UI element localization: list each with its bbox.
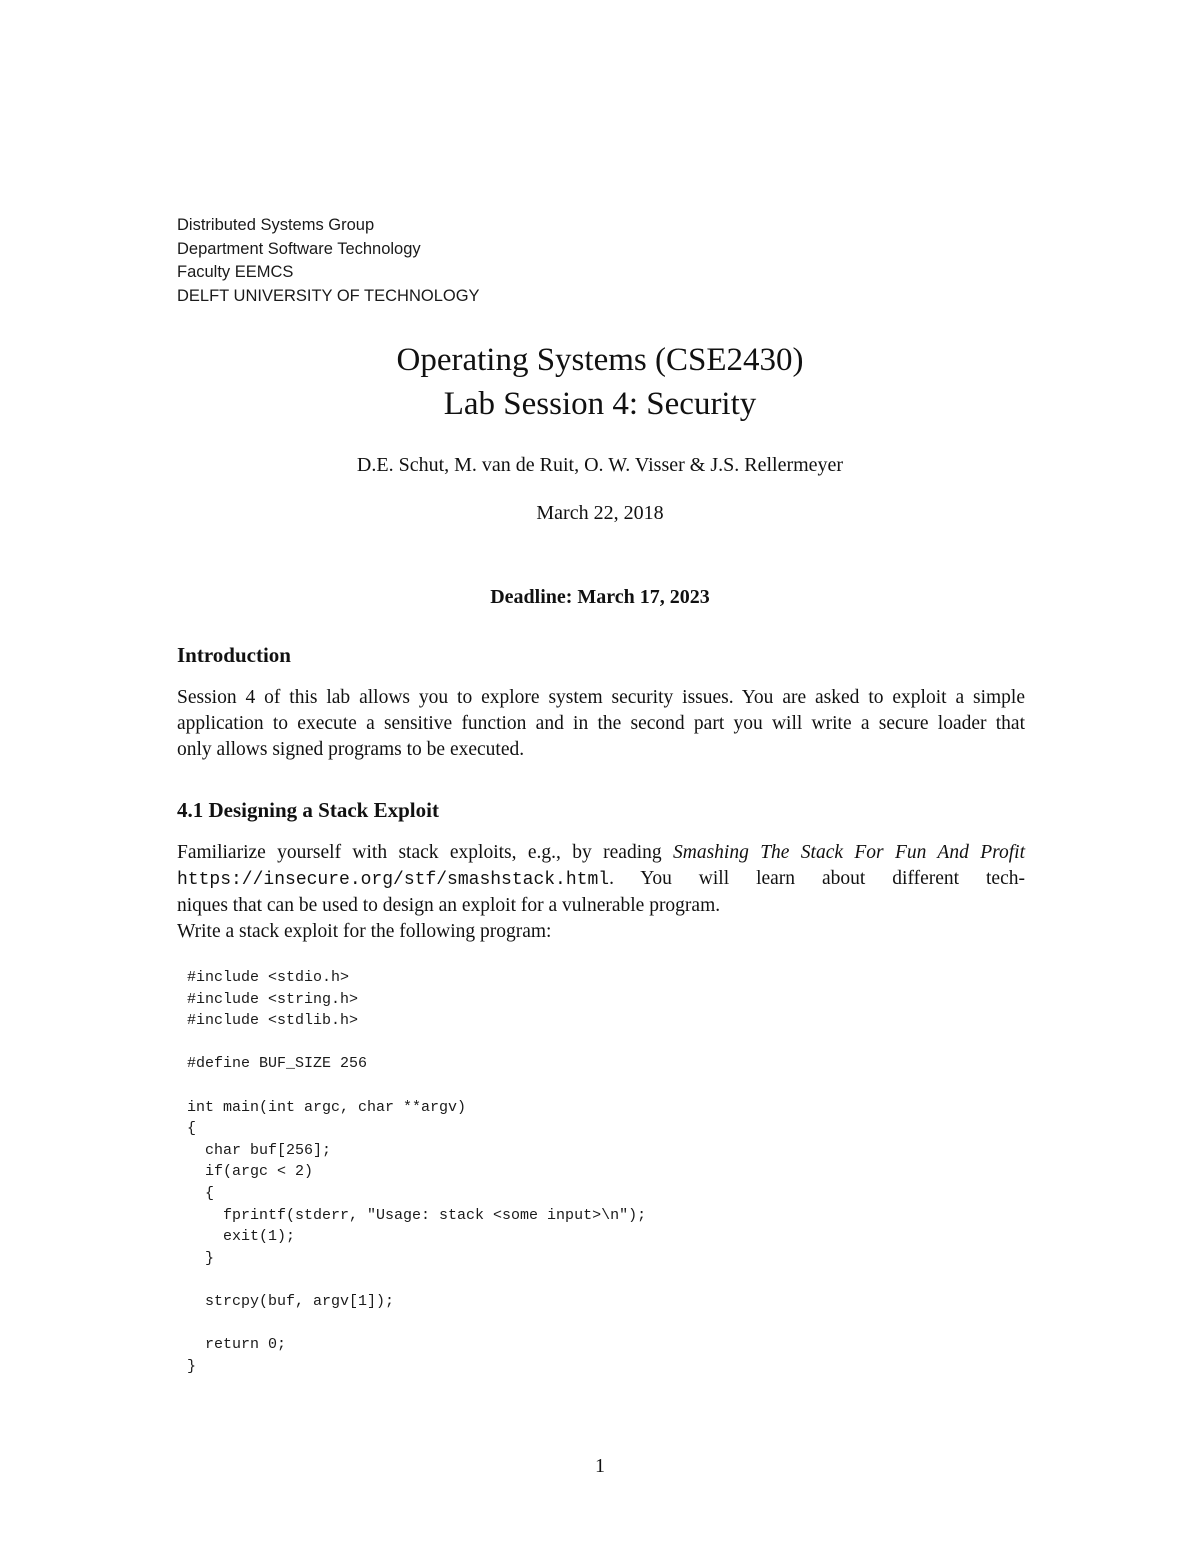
code-line: { xyxy=(187,1184,215,1202)
code-listing xyxy=(187,967,646,1377)
code-line: exit(1); xyxy=(187,1228,296,1246)
affiliation-faculty: Faculty EEMCS xyxy=(177,263,294,281)
code-line xyxy=(187,1313,646,1335)
introduction-heading: Introduction xyxy=(177,643,291,667)
code-line: } xyxy=(187,1357,197,1375)
section-4-1-line-3: niques that can be used to design an exploit for a vulnerable program. xyxy=(177,895,721,916)
line1-prefix: Familiarize yourself with stack exploits, e.g., by reading xyxy=(177,842,673,863)
code-line: { xyxy=(187,1120,197,1138)
deadline: Deadline: March 17, 2023 xyxy=(490,586,710,608)
page-number: 1 xyxy=(595,1455,605,1477)
code-line: fprintf(stderr, "Usage: stack <some input>\n"); xyxy=(187,1206,647,1224)
introduction-line: Session 4 of this lab allows you to explore system security issues. You are asked to exploit a simple xyxy=(177,687,1025,708)
introduction-line: only allows signed programs to be executed. xyxy=(177,739,525,760)
reference-title: Smashing The Stack For Fun And Profit xyxy=(672,842,1025,863)
section-4-1-line-2 xyxy=(177,866,1025,893)
lab-title: Lab Session 4: Security xyxy=(443,386,757,422)
code-line: #include <stdlib.h> xyxy=(187,1012,359,1030)
code-line: #include <stdio.h> xyxy=(187,969,350,986)
section-4-1-heading: 4.1 Designing a Stack Exploit xyxy=(177,798,439,822)
introduction-line: application to execute a sensitive function and in the second part you will write a secure loader that xyxy=(177,713,1025,734)
course-title: Operating Systems (CSE2430) xyxy=(396,342,804,378)
affiliation-group: Distributed Systems Group xyxy=(177,216,375,234)
reference-url: https://insecure.org/stf/smashstack.html xyxy=(177,870,610,890)
line2-suffix: . You will learn about different tech- xyxy=(609,868,1025,889)
code-line: #define BUF_SIZE 256 xyxy=(187,1055,368,1073)
code-line: #include <string.h> xyxy=(187,990,359,1008)
code-line: strcpy(buf, argv[1]); xyxy=(187,1292,395,1310)
section-4-1-line-4: Write a stack exploit for the following program: xyxy=(177,921,552,942)
affiliation-university: DELFT UNIVERSITY OF TECHNOLOGY xyxy=(177,286,480,305)
document-title xyxy=(0,338,1200,426)
affiliation-block xyxy=(177,214,480,308)
code-line xyxy=(187,1269,646,1291)
code-line: char buf[256]; xyxy=(187,1141,332,1159)
code-line: int main(int argc, char **argv) xyxy=(187,1098,467,1116)
affiliation-department: Department Software Technology xyxy=(177,239,421,258)
code-line: } xyxy=(187,1249,215,1267)
code-line xyxy=(187,1032,646,1054)
authors: D.E. Schut, M. van de Ruit, O. W. Visser & J.S. Rellermeyer xyxy=(356,454,844,476)
code-line: return 0; xyxy=(187,1336,287,1354)
document-date: March 22, 2018 xyxy=(536,502,664,524)
section-4-1-paragraph xyxy=(177,840,1025,945)
section-4-1-line-1 xyxy=(177,840,1025,866)
code-line xyxy=(187,1075,646,1097)
introduction-paragraph xyxy=(177,685,1025,763)
code-line: if(argc < 2) xyxy=(187,1163,314,1181)
